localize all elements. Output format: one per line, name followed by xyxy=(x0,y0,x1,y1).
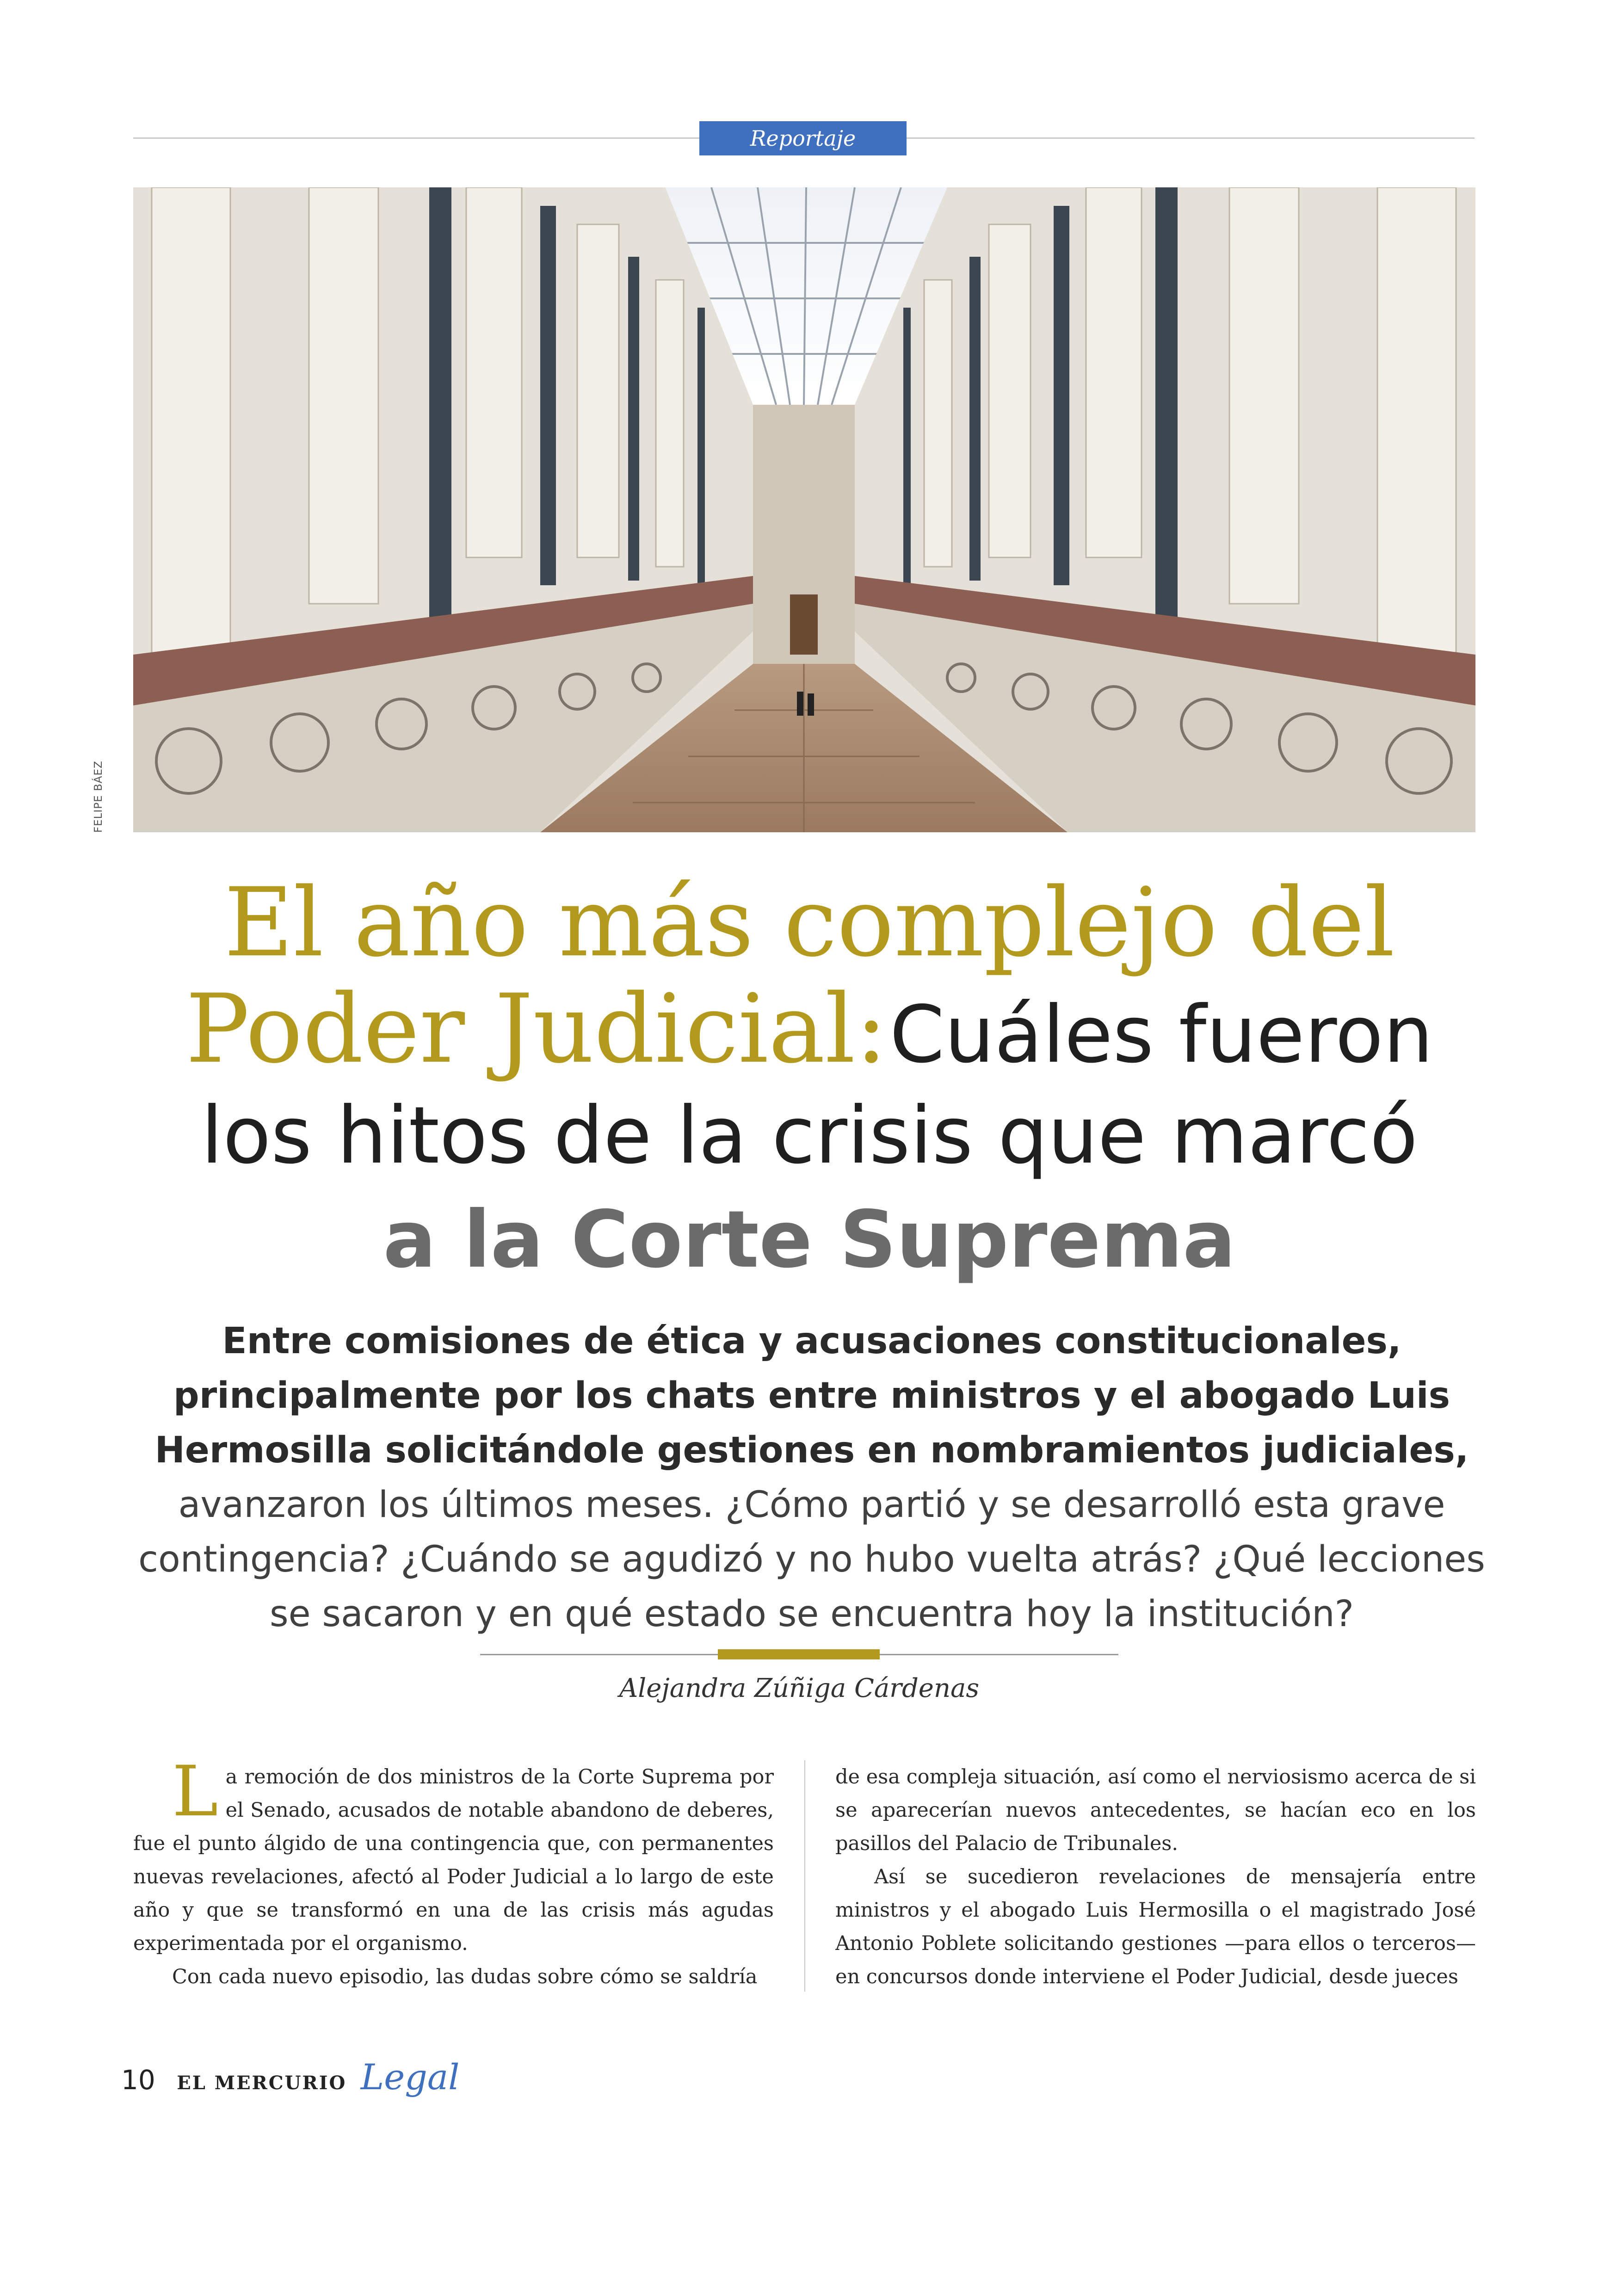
photo-credit: FELIPE BÁEZ xyxy=(93,761,105,833)
headline-dark-part: Cuáles fueron xyxy=(889,989,1433,1081)
section-name: Legal xyxy=(360,2056,460,2098)
headline-line-2 xyxy=(116,976,1503,1083)
page-number: 10 xyxy=(121,2064,155,2096)
section-tag: Reportaje xyxy=(699,121,907,155)
body-paragraph xyxy=(133,1760,774,1960)
column-divider xyxy=(804,1760,805,1992)
author-byline: Alejandra Zúñiga Cárdenas xyxy=(619,1673,980,1703)
left-paragraph-1: a remoción de dos ministros de la Corte Suprema por el Senado, acusados de notable abandono de deberes, fue el punto álgido de una contingencia que, con permanentes nuevas revelaciones, afectó al Poder Judicial a lo largo de este año y que se transformó en una de las crisis más agudas experimentada por el organismo. xyxy=(133,1765,774,1955)
body-column-left xyxy=(133,1760,774,2001)
headline-gold-part: Poder Judicial: xyxy=(185,974,888,1084)
article-deck xyxy=(116,1314,1508,1641)
body-column-right xyxy=(835,1760,1476,2001)
left-paragraph-2: Con cada nuevo episodio, las dudas sobre cómo se saldría xyxy=(172,1965,758,1988)
deck-regular-text: avanzaron los últimos meses. ¿Cómo partió y se desarrolló esta grave contingencia? ¿Cuándo se agudizó y no hubo vuelta atrás? ¿Qué lecciones se sacaron y en qué estado se encuentra hoy la institución? xyxy=(138,1484,1485,1635)
courthouse-hall-photo xyxy=(133,187,1475,832)
headline-line-1: El año más complejo del xyxy=(224,868,1395,978)
byline-accent-bar xyxy=(718,1649,880,1659)
headline-line-3: los hitos de la crisis que marcó xyxy=(201,1090,1418,1182)
deck-bold-text: Entre comisiones de ética y acusaciones constitucionales, principalmente por los chats entre ministros y el abogado Luis Hermosilla solicitándole gestiones en nombramientos judiciales, xyxy=(154,1320,1469,1471)
right-paragraph-1: de esa compleja situación, así como el nerviosismo acerca de si se aparecerían nuevos antecedentes, se hacían eco en los pasillos del Palacio de Tribunales. xyxy=(835,1765,1476,1855)
right-paragraph-2: Así se sucedieron revelaciones de mensajería entre ministros y el abogado Luis Hermosilla o el magistrado José Antonio Poblete solicitando gestiones —para ellos o terceros— en concursos donde interviene el Poder Judicial, desde jueces xyxy=(835,1865,1476,1988)
headline-line-4: a la Corte Suprema xyxy=(383,1194,1236,1286)
publication-name: EL MERCURIO xyxy=(177,2072,347,2094)
page-footer xyxy=(121,2056,459,2098)
drop-cap: L xyxy=(172,1760,218,1832)
